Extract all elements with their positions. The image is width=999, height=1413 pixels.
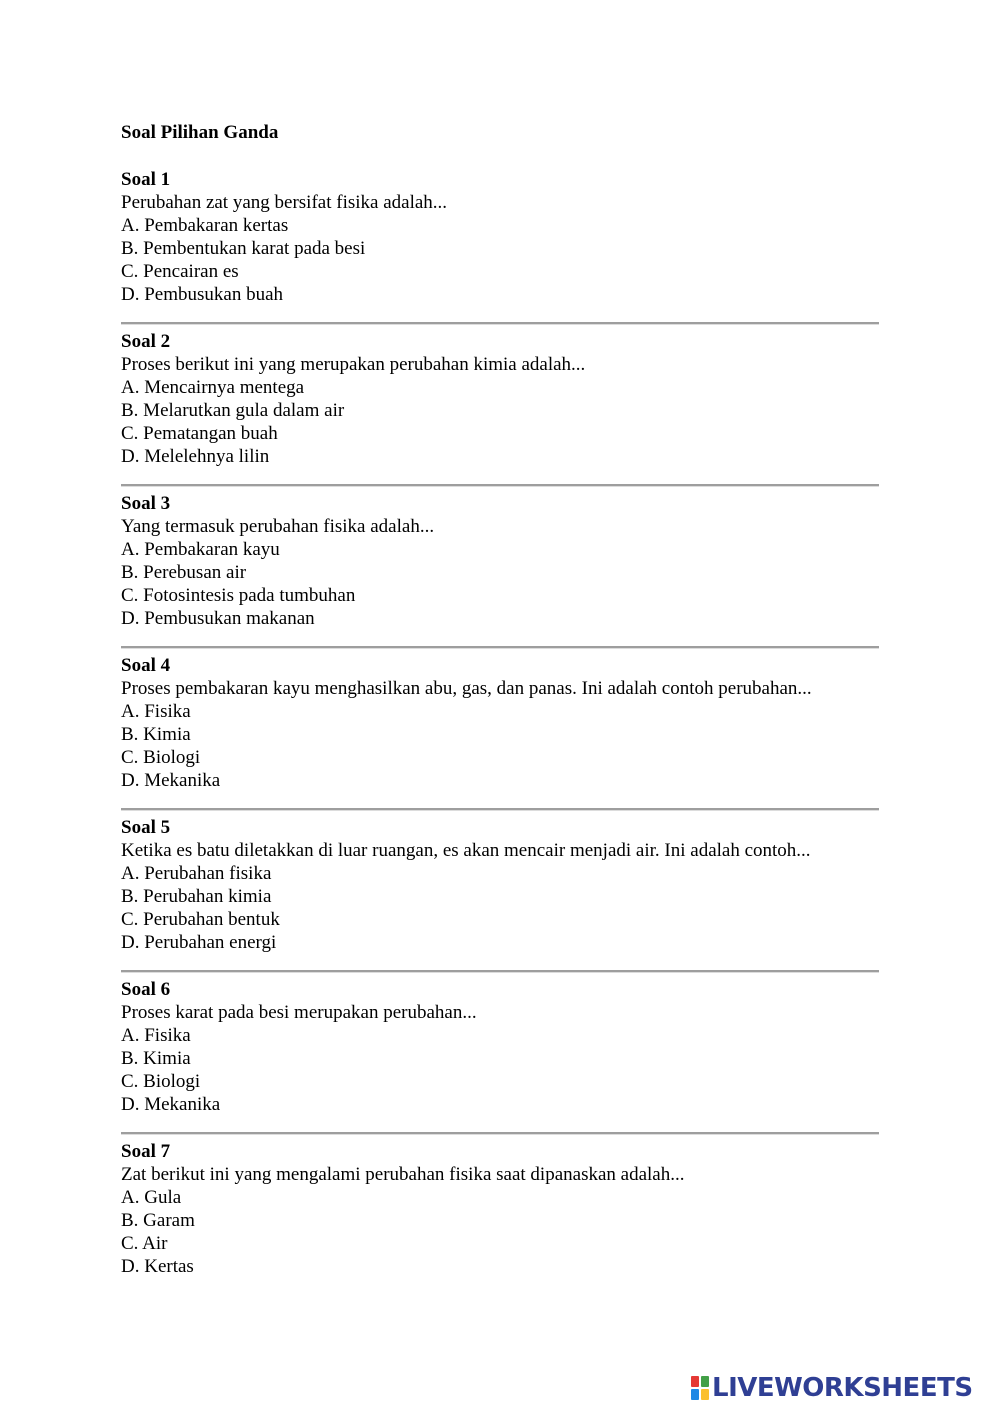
logo-text: LIVEWORKSHEETS: [712, 1373, 973, 1403]
logo-icon: [691, 1376, 709, 1400]
option-a: A. Gula: [121, 1187, 182, 1208]
option-a: A. Mencairnya mentega: [121, 377, 305, 398]
logo-square-blue: [691, 1389, 699, 1400]
separator: [121, 646, 879, 649]
question-2: [121, 330, 879, 468]
option-b: B. Perebusan air: [121, 562, 247, 583]
option-b: B. Pembentukan karat pada besi: [121, 238, 366, 259]
question-5: [121, 816, 879, 954]
question-heading: Soal 1: [121, 169, 171, 190]
page-title: Soal Pilihan Ganda: [121, 122, 279, 143]
option-d: D. Perubahan energi: [121, 932, 277, 953]
separator: [121, 1132, 879, 1135]
option-c: C. Pencairan es: [121, 261, 239, 282]
separator: [121, 808, 879, 811]
option-d: D. Melelehnya lilin: [121, 446, 270, 467]
option-a: A. Fisika: [121, 1025, 191, 1046]
option-d: D. Pembusukan buah: [121, 284, 284, 305]
question-text: Yang termasuk perubahan fisika adalah...: [121, 516, 435, 537]
logo-square-yellow: [701, 1389, 709, 1400]
option-b: B. Garam: [121, 1210, 195, 1231]
question-heading: Soal 6: [121, 979, 171, 1000]
liveworksheets-logo: [691, 1373, 973, 1403]
question-7: [121, 1140, 879, 1278]
option-b: B. Melarutkan gula dalam air: [121, 400, 345, 421]
question-text: Ketika es batu diletakkan di luar ruangan, es akan mencair menjadi air. Ini adalah contoh...: [121, 840, 811, 861]
question-heading: Soal 2: [121, 331, 171, 352]
option-a: A. Perubahan fisika: [121, 863, 272, 884]
logo-square-red: [691, 1376, 699, 1387]
question-1: [121, 168, 879, 306]
option-d: D. Mekanika: [121, 1094, 221, 1115]
option-c: C. Pematangan buah: [121, 423, 278, 444]
separator: [121, 484, 879, 487]
question-text: Proses karat pada besi merupakan perubahan...: [121, 1002, 477, 1023]
option-d: D. Mekanika: [121, 770, 221, 791]
option-c: C. Air: [121, 1233, 168, 1254]
option-c: C. Biologi: [121, 1071, 201, 1092]
option-a: A. Fisika: [121, 701, 191, 722]
question-heading: Soal 4: [121, 655, 171, 676]
question-3: [121, 492, 879, 630]
question-text: Proses pembakaran kayu menghasilkan abu, gas, dan panas. Ini adalah contoh perubahan...: [121, 678, 812, 699]
separator: [121, 322, 879, 325]
option-b: B. Kimia: [121, 724, 191, 745]
question-6: [121, 978, 879, 1116]
question-heading: Soal 3: [121, 493, 171, 514]
option-a: A. Pembakaran kertas: [121, 215, 289, 236]
separator: [121, 970, 879, 973]
question-heading: Soal 5: [121, 817, 171, 838]
option-c: C. Biologi: [121, 747, 201, 768]
option-d: D. Kertas: [121, 1256, 194, 1277]
option-c: C. Fotosintesis pada tumbuhan: [121, 585, 356, 606]
logo-square-green: [701, 1376, 709, 1387]
question-text: Proses berikut ini yang merupakan perubahan kimia adalah...: [121, 354, 586, 375]
question-4: [121, 654, 879, 792]
question-text: Perubahan zat yang bersifat fisika adalah...: [121, 192, 448, 213]
option-b: B. Perubahan kimia: [121, 886, 272, 907]
question-heading: Soal 7: [121, 1141, 171, 1162]
option-c: C. Perubahan bentuk: [121, 909, 280, 930]
option-a: A. Pembakaran kayu: [121, 539, 280, 560]
question-text: Zat berikut ini yang mengalami perubahan fisika saat dipanaskan adalah...: [121, 1164, 685, 1185]
option-b: B. Kimia: [121, 1048, 191, 1069]
option-d: D. Pembusukan makanan: [121, 608, 315, 629]
